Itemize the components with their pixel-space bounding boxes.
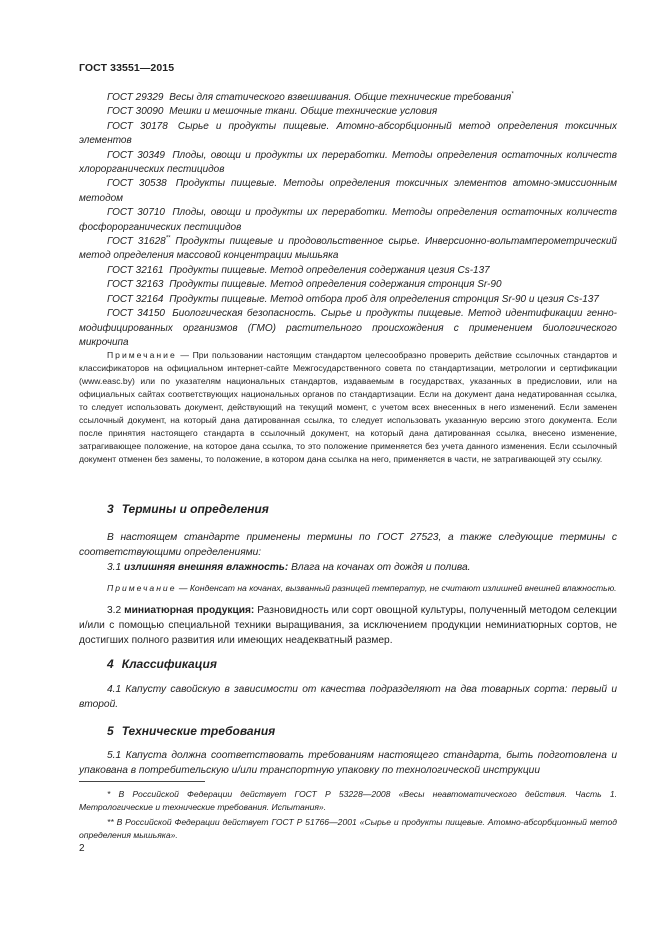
footnotes	[79, 788, 617, 844]
clause-5-1: 5.1 Капуста должна соответствовать требованиям настоящего стандарта, быть подготовлена и упакована в потребительскую и/или транспортную упаковку по технологической инструкции	[79, 750, 617, 776]
footnote: ** В Российской Федерации действует ГОСТ Р 51766—2001 «Сырье и продукты пищевые. Атомно-абсорбционный метод определения мышьяка».	[79, 817, 617, 840]
section-4-body	[79, 682, 617, 712]
references-note	[79, 349, 617, 466]
reference-item: ГОСТ 30090 Мешки и мешочные ткани. Общие технические условия	[107, 106, 438, 118]
reference-item: ГОСТ 34150 Биологическая безопасность. Сырье и продукты пищевые. Метод идентификации генно-модифицированных организмов (ГМО) растительного происхождения с применением биологического микрочипа	[79, 308, 618, 348]
section-5-heading: 5 Технические требования	[107, 724, 276, 738]
term-3-2: 3.2 миниатюрная продукция: Разновидность или сорт овощной культуры, полученный методом селекции и/или с помощью специальной техники выращивания, за исключением продукции неминиатюрных сортов, не достигших полного развития или имеющих неадекватный размер.	[79, 604, 617, 646]
term-3-1: 3.1 излишняя внешняя влажность: Влага на кочанах от дождя и полива.	[107, 562, 471, 573]
normative-references-list	[79, 91, 617, 350]
reference-item: ГОСТ 30710 Плоды, овощи и продукты их переработки. Методы определения остаточных количеств фосфорорганических пестицидов	[79, 207, 617, 233]
note-text: — При пользовании настоящим стандартом целесообразно проверить действие ссылочных стандартов и классификаторов на официальном интернет-сайте Межгосударственного совета по стандартизации, метрологии и сертификации (www.easc.by) или по указателям национальных стандартов, издаваемым в государствах, указанных в предисловии, или на официальных сайтах соответствующих национальных органов по стандартизации. Если на документ дана недатированная ссылка, то следует использовать документ, действующий на текущий момент, с учетом всех внесенных в него изменений. Если заменен ссылочный документ, на который дана датированная ссылка, то следует использовать указанную версию этого документа. Если после принятия настоящего стандарта в ссылочный документ, на который дана датированная ссылка, внесено изменение, затрагивающее положение, на которое дана ссылка, то это положение применяется без учета данного изменения. Если ссылочный документ отменен без замены, то положение, в котором дана ссылка на него, применяется в части, не затрагивающей эту ссылку.	[79, 350, 618, 464]
reference-item: ГОСТ 31628** Продукты пищевые и продовольственное сырье. Инверсионно-вольтамперометрический метод определения массовой концентрации мышьяка	[79, 235, 617, 262]
clause-4-1: 4.1 Капусту савойскую в зависимости от качества подразделяют на два товарных сорта: первый и второй.	[79, 684, 617, 710]
section-3-intro: В настоящем стандарте применены термины по ГОСТ 27523, а также следующие термины с соответствующими определениями:	[79, 532, 617, 558]
page-number: 2	[79, 843, 85, 854]
reference-item: ГОСТ 29329 Весы для статического взвешивания. Общие технические требования*	[107, 91, 514, 103]
reference-item: ГОСТ 30349 Плоды, овощи и продукты их переработки. Методы определения остаточных количеств хлорорганических пестицидов	[79, 149, 617, 176]
section-5-body	[79, 748, 617, 778]
reference-item: ГОСТ 30178 Сырье и продукты пищевые. Атомно-абсорбционный метод определения токсичных элементов	[79, 120, 618, 147]
term-3-1-note: Примечание — Конденсат на кочанах, вызванный разницей температур, не считают излишней внешней влажностью.	[107, 583, 617, 593]
standard-header: ГОСТ 33551—2015	[79, 62, 175, 74]
note-label: Примечание	[107, 350, 177, 360]
section-3-heading: 3 Термины и определения	[107, 502, 269, 516]
footnote-marker: *	[511, 91, 514, 98]
footnote-marker: **	[165, 235, 171, 242]
reference-item: ГОСТ 32161 Продукты пищевые. Метод определения содержания цезия Cs-137	[107, 264, 490, 276]
reference-item: ГОСТ 32164 Продукты пищевые. Метод отбора проб для определения стронция Sr-90 и цезия Cs-137	[107, 293, 599, 305]
footnote-divider	[79, 781, 205, 782]
section-4-heading: 4 Классификация	[107, 657, 217, 671]
reference-item: ГОСТ 32163 Продукты пищевые. Метод определения содержания стронция Sr-90	[107, 279, 502, 291]
section-3-body	[79, 530, 617, 648]
reference-item: ГОСТ 30538 Продукты пищевые. Методы определения токсичных элементов атомно-эмиссионным методом	[79, 178, 617, 204]
footnote: * В Российской Федерации действует ГОСТ Р 53228—2008 «Весы неавтоматического действия. Часть 1. Метрологические и технические требования. Испытания».	[79, 789, 617, 812]
